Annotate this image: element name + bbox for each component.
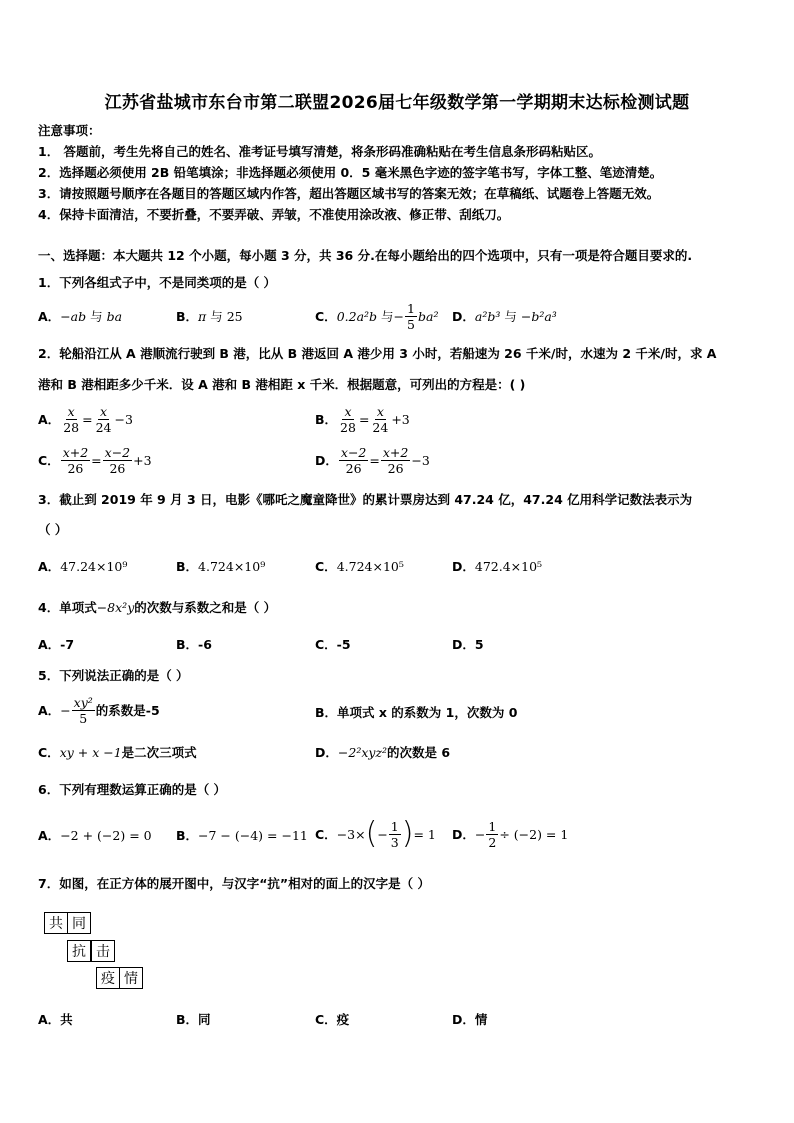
notice-item-4: 4．保持卡面清洁，不要折叠，不要弄破、弄皱，不准使用涂改液、修正带、刮纸刀。 [38,207,510,222]
q1-stem: 1．下列各组式子中，不是同类项的是（ ） [38,275,277,290]
notice-heading: 注意事项： [38,123,101,138]
q2-option-a: A． $\frac{x}{28}$ = $\frac{x}{24}$ −3 [38,403,133,435]
q2-option-d: D． $\frac{x-2}{26}$ = $\frac{x+2}{26}$ −3 [315,444,430,476]
section-heading: 一、选择题：本大题共 12 个小题，每小题 3 分，共 36 分.在每小题给出的四个选项中，只有一项是符合题目要求的. [38,248,693,263]
q3-option-d: D．472.4×10⁵ [452,559,543,574]
notice-item-3: 3．请按照题号顺序在各题目的答题区域内作答，超出答题区域书写的答案无效；在草稿纸、试题卷上答题无效。 [38,186,660,201]
net-face-qing: 情 [119,967,143,989]
q1-option-d: D． a²b³ 与 −b²a³ [452,308,557,324]
q6-option-a: A．−2 + (−2) = 0 [38,828,152,843]
q4-option-d: D．5 [452,637,484,652]
q5-option-c: C．xy + x −1是二次三项式 [38,745,197,760]
q1-option-c: C． 0.2a²b 与 − $\frac{1}{5}$ ba² [315,300,439,332]
q1-option-a: A． −ab 与 ba [38,308,123,324]
q6-stem: 6．下列有理数运算正确的是（ ） [38,782,227,797]
q7-option-b: B．同 [176,1012,211,1027]
q2-option-c: C． $\frac{x+2}{26}$ = $\frac{x-2}{26}$ +3 [38,444,152,476]
q6-option-b: B．−7 − (−4) = −11 [176,828,308,843]
net-face-kang: 抗 [67,940,91,962]
q2-stem-line2: 港和 B 港相距多少千米．设 A 港和 B 港相距 x 千米．根据题意，可列出的方程是：( ) [38,377,526,392]
q5-option-a: A． − $\frac{\text{xy²}}{5}$ 的系数是-5 [38,694,160,726]
q3-stem-line1: 3．截止到 2019 年 9 月 3 日，电影《哪吒之魔童降世》的累计票房达到 47.24 亿，47.24 亿用科学记数法表示为 [38,492,693,507]
q3-option-a: A．47.24×10⁹ [38,559,128,574]
net-face-tong: 同 [67,912,91,934]
q4-stem: 4．单项式−8x²y的次数与系数之和是（ ） [38,600,277,615]
net-face-ji: 击 [91,940,115,962]
q7-option-d: D．情 [452,1012,488,1027]
q2-stem-line1: 2．轮船沿江从 A 港顺流行驶到 B 港，比从 B 港返回 A 港少用 3 小时，若船速为 26 千米/时，水速为 2 千米/时，求 A [38,346,717,361]
q6-option-d: D． − $\frac{1}{2}$ ÷ (−2) = 1 [452,818,569,850]
notice-item-1: 1． 答题前，考生先将自己的姓名、准考证号填写清楚，将条形码准确粘贴在考生信息条形码粘贴区。 [38,144,602,159]
q4-option-c: C．-5 [315,637,351,652]
q1-option-b: B． π 与 25 [176,308,243,324]
q4-option-b: B．-6 [176,637,212,652]
net-face-gong: 共 [44,912,68,934]
q3-option-b: B．4.724×10⁹ [176,559,266,574]
q3-stem-line2: （ ） [38,522,68,537]
exam-title: 江苏省盐城市东台市第二联盟2026届七年级数学第一学期期末达标检测试题 [104,93,690,113]
q7-option-c: C．疫 [315,1012,350,1027]
q5-option-d: D．−2²xyz²的次数是 6 [315,745,451,760]
q3-option-c: C．4.724×10⁵ [315,559,404,574]
q7-option-a: A．共 [38,1012,73,1027]
q4-option-a: A．-7 [38,637,75,652]
q2-option-b: B． $\frac{x}{28}$ = $\frac{x}{24}$ +3 [315,403,410,435]
q6-option-c: C． −3× ( − $\frac{1}{3}$ ) = 1 [315,816,436,851]
q5-option-b: B．单项式 x 的系数为 1，次数为 0 [315,705,518,720]
q7-stem: 7．如图，在正方体的展开图中，与汉字“抗”相对的面上的汉字是（ ） [38,876,430,891]
notice-item-2: 2．选择题必须使用 2B 铅笔填涂；非选择题必须使用 0．5 毫米黑色字迹的签字笔书写，字体工整、笔迹清楚。 [38,165,663,180]
net-face-yi: 疫 [96,967,120,989]
q5-stem: 5．下列说法正确的是（ ） [38,668,189,683]
